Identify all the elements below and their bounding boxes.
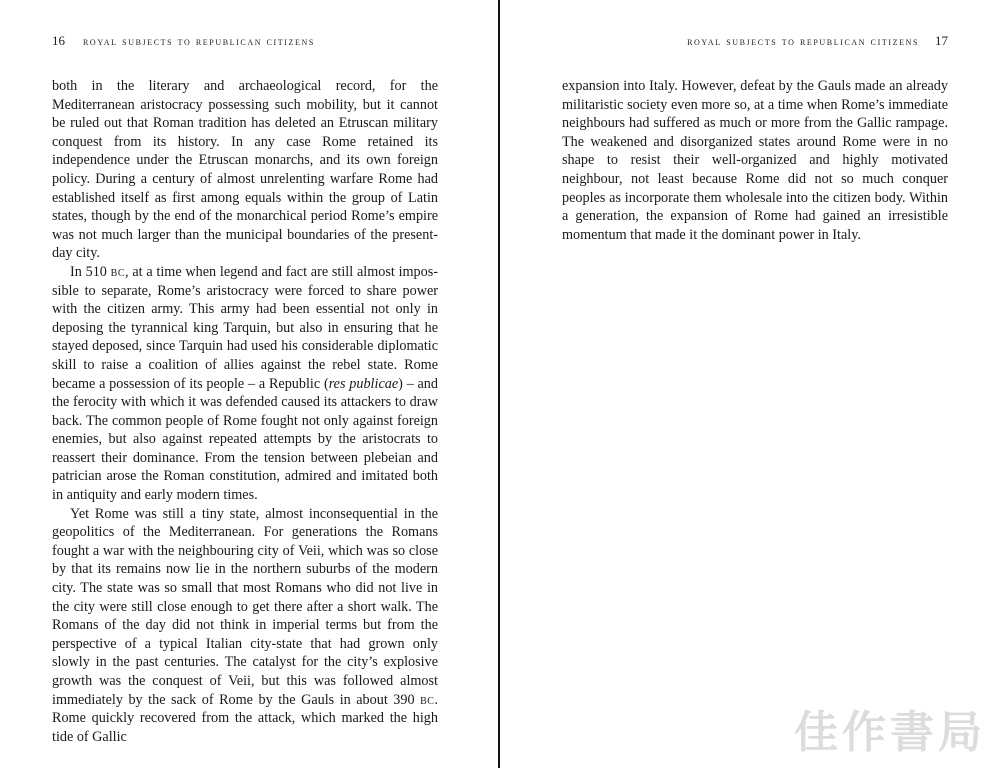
left-page [0, 0, 498, 768]
right-body-text [562, 77, 948, 244]
latin-phrase: res publicae [328, 375, 399, 392]
paragraph-2: In 510 bc, at a time when legend and fact are still almost impossible to separate, Rome’s aristocracy were forced to share power with the citizen army. This army had been essential not only in deposing the tyrannical king Tarquin, but also in ensuring that he stayed deposed, since Tarquin had used his considerable diplomatic skill to raise a coalition of allies against the rebel state. Rome became a possession of its people – a Republic (res publicae) – and the ferocity with which it was defended caused its attackers to draw back. The common people of Rome fought not only against foreign enemies, but also against repeated attempts by the aristocrats to reassert their dominance. From the tension between plebeian and patrician arose the Roman constitution, admired and imitated both in antiquity and early modern times. [52, 263, 438, 504]
paragraph-4: expansion into Italy. However, defeat by the Gauls made an already militaristic society even more so, at a time when Rome’s immediate neighbours had suffered as much or more from the Gallic rampage. The weakened and disorganized states around Rome were in no shape to resist their well-organized and highly motivated neighbour, not least because Rome did not so much conquer peoples as incorporate them wholesale into the citizen body. Within a generation, the expansion of Rome had gained an irresistible momentum that made it the dominant power in Italy. [562, 78, 948, 243]
paragraph-1: both in the literary and archaeological record, for the Mediterranean aristocracy possessing such mobility, but it cannot be ruled out that Roman tradition has deleted an Etruscan military conquest from its history. In any case Rome retained its independence under the Etruscan monarchs, and its own foreign policy. During a century of almost unrelenting warfare Rome had established itself as first among equals within the group of Latin states, though by the end of the monarchical period Rome’s empire was not much larger than the municipal boundaries of the present-day city. [52, 78, 438, 262]
right-running-title: royal subjects to republican citizens [687, 36, 919, 48]
left-running-head [52, 33, 315, 49]
left-body-text [52, 77, 438, 746]
era-abbreviation: bc [110, 263, 125, 280]
left-running-title: royal subjects to republican citizens [83, 36, 315, 48]
right-page-number: 17 [935, 33, 948, 48]
era-abbreviation: bc [420, 691, 435, 708]
right-running-head [687, 33, 948, 49]
right-page [500, 0, 1000, 768]
publisher-watermark: 佳作書局 [794, 707, 986, 758]
paragraph-3: Yet Rome was still a tiny state, almost inconsequential in the geopolitics of the Mediterranean. For generations the Romans fought a war with the neighbouring city of Veii, which was so close by that its remains now lie in the northern suburbs of the modern city. The state was so small that most Romans who did not live in the city were still close enough to get there after a short walk. The Romans of the day did not think in imperial terms but from the perspective of a typical Italian city-state that had grown only slowly in the past centuries. The catalyst for the city’s explosive growth was the conquest of Veii, but this was followed almost immediately by the sack of Rome by the Gauls in about 390 bc. Rome quickly recovered from the attack, which marked the high tide of Gallic [52, 505, 438, 745]
left-page-number: 16 [52, 33, 65, 48]
